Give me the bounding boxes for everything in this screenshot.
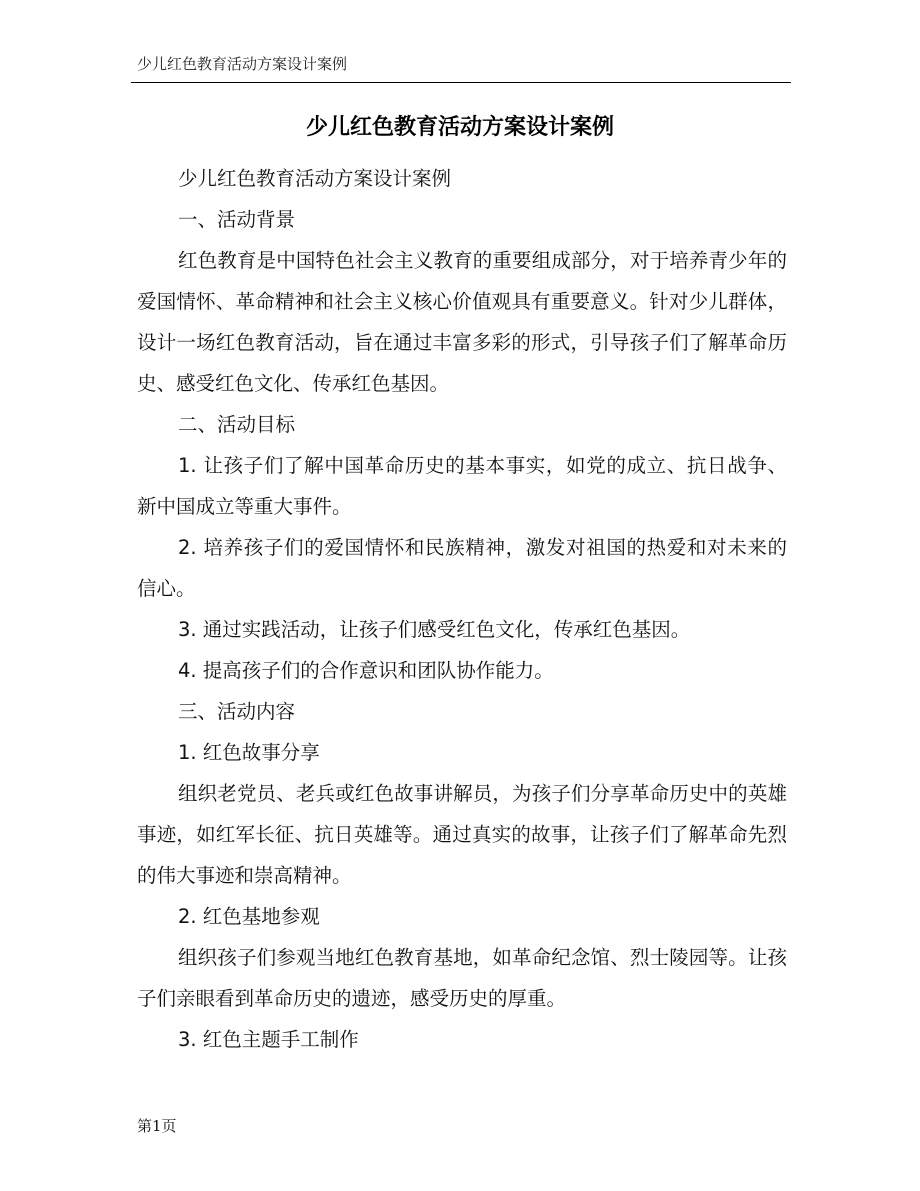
section-heading-background: 一、活动背景	[178, 208, 296, 231]
paragraph-subtitle: 少儿红色教育活动方案设计案例	[178, 167, 452, 190]
content-item-1-text: 组织老党员、老兵或红色故事讲解员，为孩子们分享革命历史中的英雄事迹，如红军长征、抗日英雄等。通过真实的故事，让孩子们了解革命先烈的伟大事迹和崇高精神。	[137, 782, 787, 887]
goal-item-1: 1. 让孩子们了解中国革命历史的基本事实，如党的成立、抗日战争、新中国成立等重大事件。	[137, 454, 787, 518]
goal-item-4: 4. 提高孩子们的合作意识和团队协作能力。	[178, 659, 554, 682]
section-heading-goals: 二、活动目标	[178, 413, 296, 436]
content-item-2-heading: 2. 红色基地参观	[178, 905, 320, 928]
page-number: 第1页	[137, 1117, 177, 1135]
document-body	[137, 158, 787, 1060]
goal-item-2: 2. 培养孩子们的爱国情怀和民族精神，激发对祖国的热爱和对未来的信心。	[137, 536, 787, 600]
paragraph-background: 红色教育是中国特色社会主义教育的重要组成部分，对于培养青少年的爱国情怀、革命精神和社会主义核心价值观具有重要意义。针对少儿群体，设计一场红色教育活动，旨在通过丰富多彩的形式，引导孩子们了解革命历史、感受红色文化、传承红色基因。	[137, 249, 787, 395]
running-header: 少儿红色教育活动方案设计案例	[137, 55, 348, 73]
content-item-3-heading: 3. 红色主题手工制作	[178, 1028, 359, 1051]
goal-item-3: 3. 通过实践活动，让孩子们感受红色文化，传承红色基因。	[178, 618, 691, 641]
section-heading-content: 三、活动内容	[178, 700, 296, 723]
content-item-1-heading: 1. 红色故事分享	[178, 741, 320, 764]
header-divider	[131, 82, 791, 83]
document-title: 少儿红色教育活动方案设计案例	[305, 115, 614, 140]
content-item-2-text: 组织孩子们参观当地红色教育基地，如革命纪念馆、烈士陵园等。让孩子们亲眼看到革命历史的遗迹，感受历史的厚重。	[137, 946, 787, 1010]
